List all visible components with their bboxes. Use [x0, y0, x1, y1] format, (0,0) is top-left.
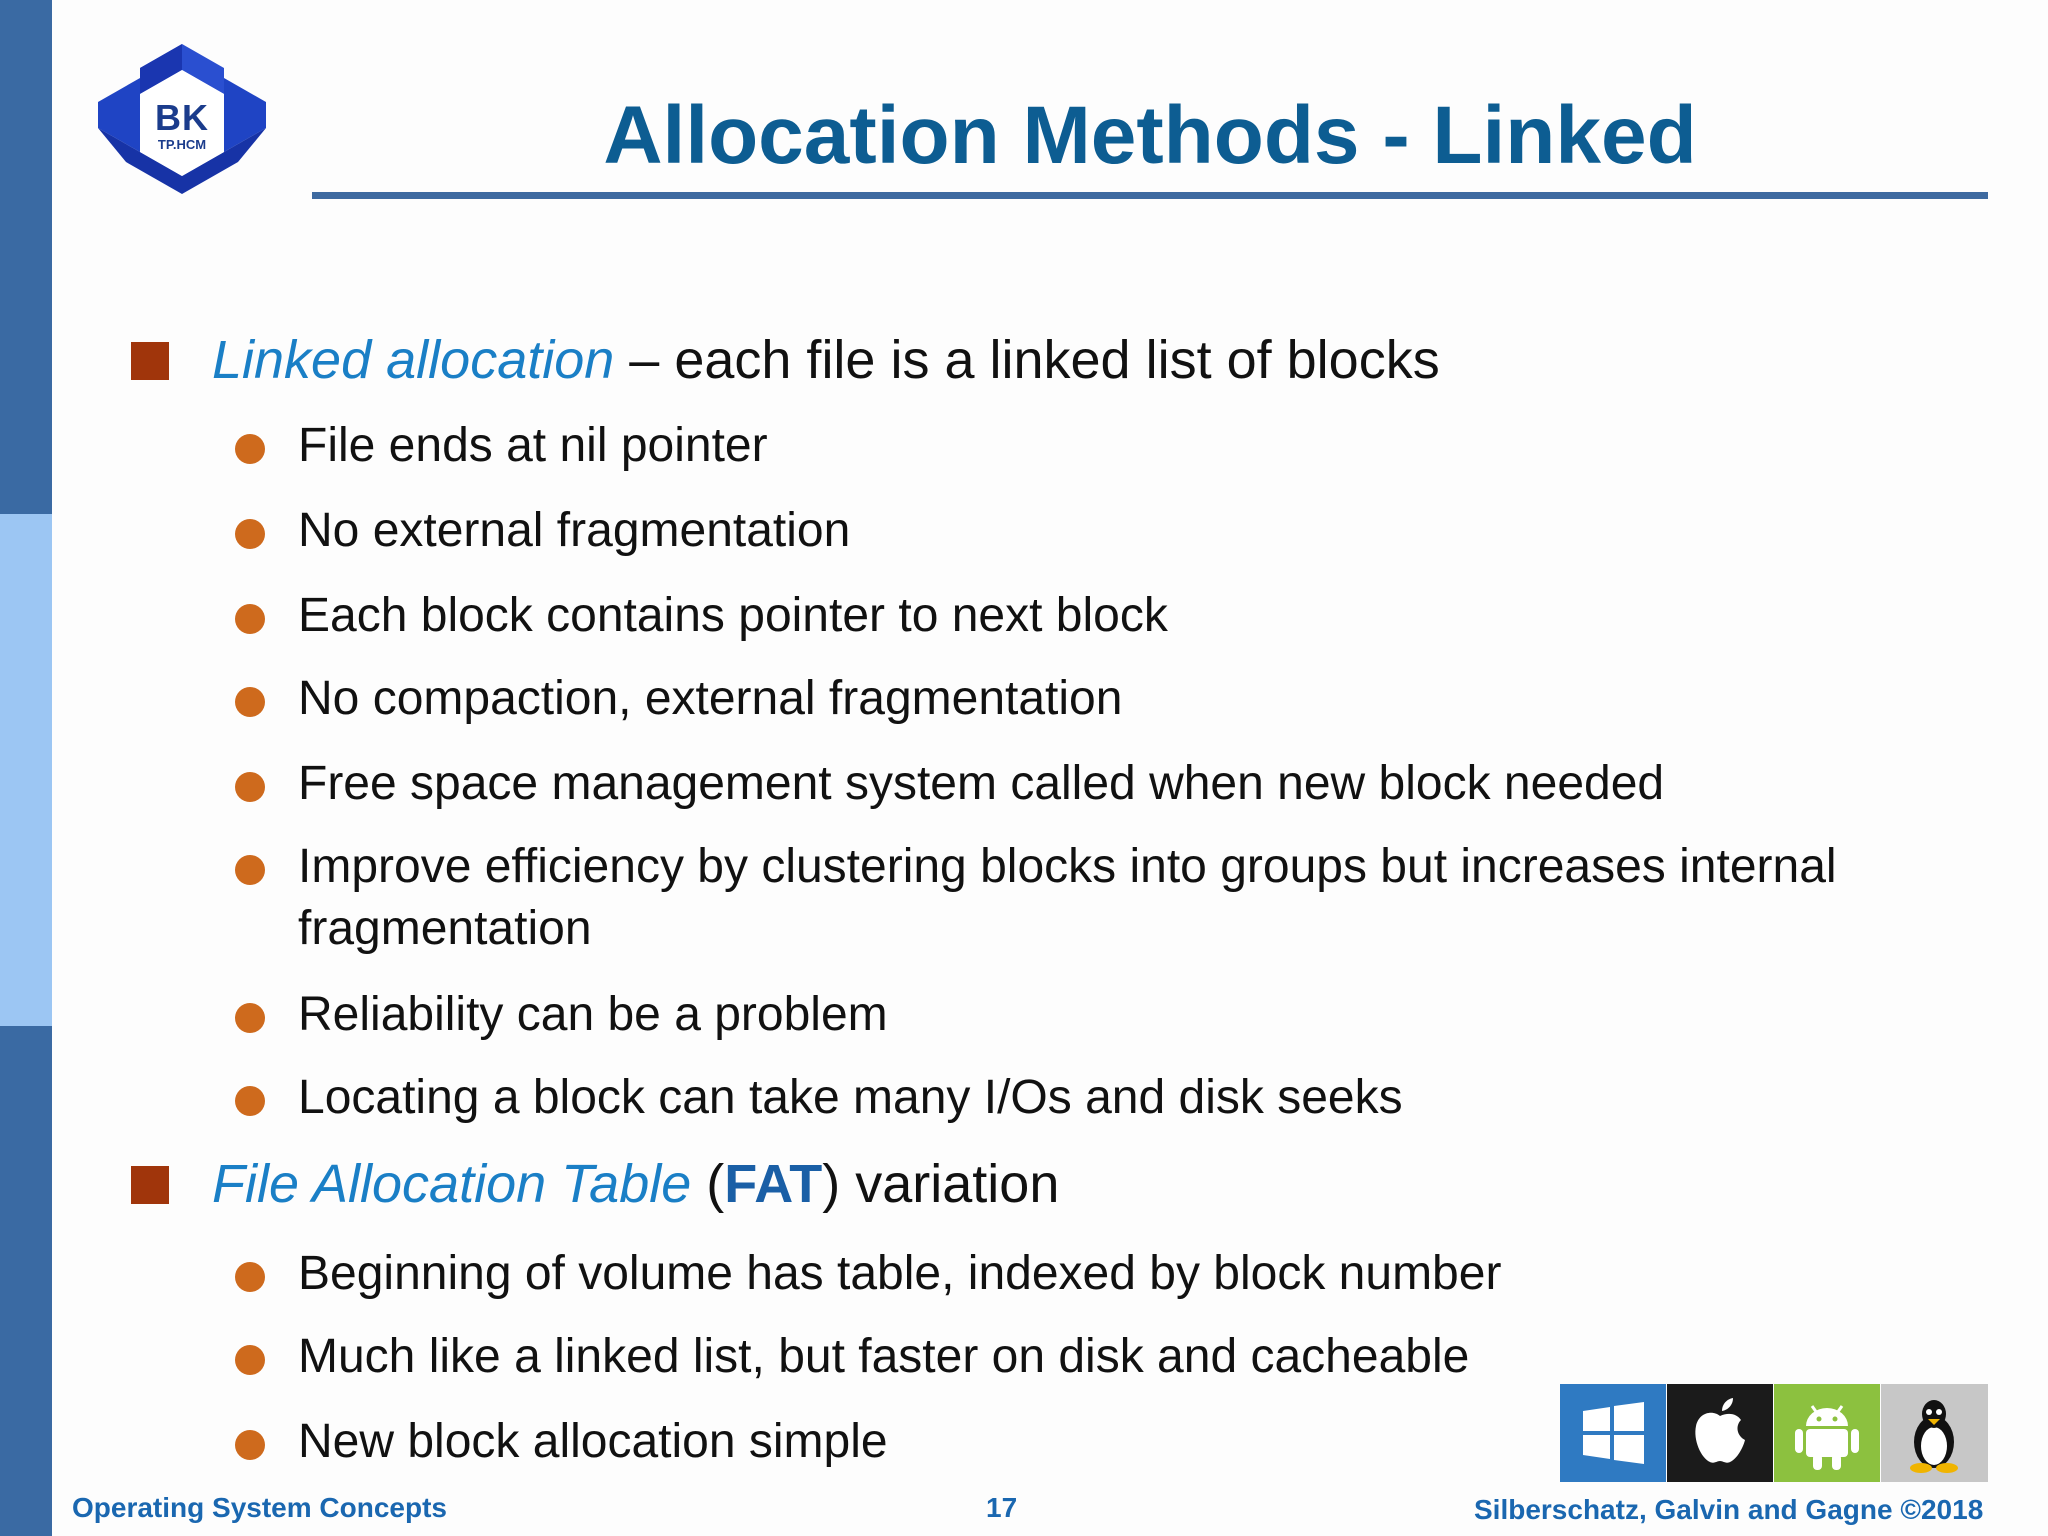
- bullet-text: [212, 328, 1440, 392]
- android-icon: [1774, 1384, 1880, 1482]
- round-bullet-icon: [235, 855, 265, 885]
- round-bullet-icon: [235, 1003, 265, 1033]
- side-color-bar: [0, 0, 52, 1536]
- sub-bullet-text: No compaction, external fragmentation: [298, 672, 1123, 725]
- round-bullet-icon: [235, 687, 265, 717]
- square-bullet-icon: [131, 1166, 169, 1204]
- round-bullet-icon: [235, 1430, 265, 1460]
- logo-sub-text: TP.HCM: [157, 137, 207, 152]
- round-bullet-icon: [235, 604, 265, 634]
- sub-bullet-text: Improve efficiency by clustering blocks into groups but increases internal fragmentation: [298, 840, 1837, 955]
- bullet-emphasis: Linked allocation: [212, 330, 615, 390]
- square-bullet-icon: [131, 342, 169, 380]
- bullet-close: ) variation: [822, 1154, 1060, 1214]
- side-bar-middle: [0, 514, 52, 1026]
- sub-bullet-text: Each block contains pointer to next block: [298, 589, 1168, 642]
- footer-page-number: 17: [986, 1492, 1018, 1523]
- bullet-strong: FAT: [724, 1154, 823, 1214]
- apple-icon: [1667, 1384, 1773, 1482]
- round-bullet-icon: [235, 1086, 265, 1116]
- round-bullet-icon: [235, 519, 265, 549]
- sub-bullet-text: Beginning of volume has table, indexed by block number: [298, 1247, 1502, 1300]
- sub-bullet-text: New block allocation simple: [298, 1415, 888, 1468]
- sub-bullet-text: Reliability can be a problem: [298, 988, 888, 1041]
- sub-bullet-text: No external fragmentation: [298, 504, 851, 557]
- bullet-emphasis: File Allocation Table: [212, 1154, 692, 1214]
- bullet-rest: – each file is a linked list of blocks: [614, 330, 1440, 390]
- sub-bullet-text: Free space management system called when new block needed: [298, 757, 1665, 810]
- os-logos-strip: [1560, 1384, 1988, 1482]
- bullet-open: (: [691, 1154, 725, 1214]
- footer-course-title: Operating System Concepts: [72, 1492, 447, 1523]
- logo-main-text: BK: [155, 97, 209, 138]
- linux-icon: [1881, 1384, 1988, 1482]
- side-bar-top: [0, 0, 52, 514]
- round-bullet-icon: [235, 434, 265, 464]
- sub-bullet-text: File ends at nil pointer: [298, 419, 768, 472]
- windows-icon: [1560, 1384, 1666, 1482]
- sub-bullet-text: Much like a linked list, but faster on disk and cacheable: [298, 1330, 1470, 1383]
- round-bullet-icon: [235, 772, 265, 802]
- bk-logo: [96, 42, 268, 196]
- slide-title: Allocation Methods - Linked: [603, 90, 1697, 181]
- bullet-text: [212, 1152, 1059, 1216]
- side-bar-bottom: [0, 1026, 52, 1536]
- round-bullet-icon: [235, 1262, 265, 1292]
- title-underline: [312, 192, 1988, 199]
- footer-copyright: Silberschatz, Galvin and Gagne ©2018: [1474, 1494, 1984, 1525]
- sub-bullet-text: Locating a block can take many I/Os and disk seeks: [298, 1071, 1403, 1124]
- round-bullet-icon: [235, 1345, 265, 1375]
